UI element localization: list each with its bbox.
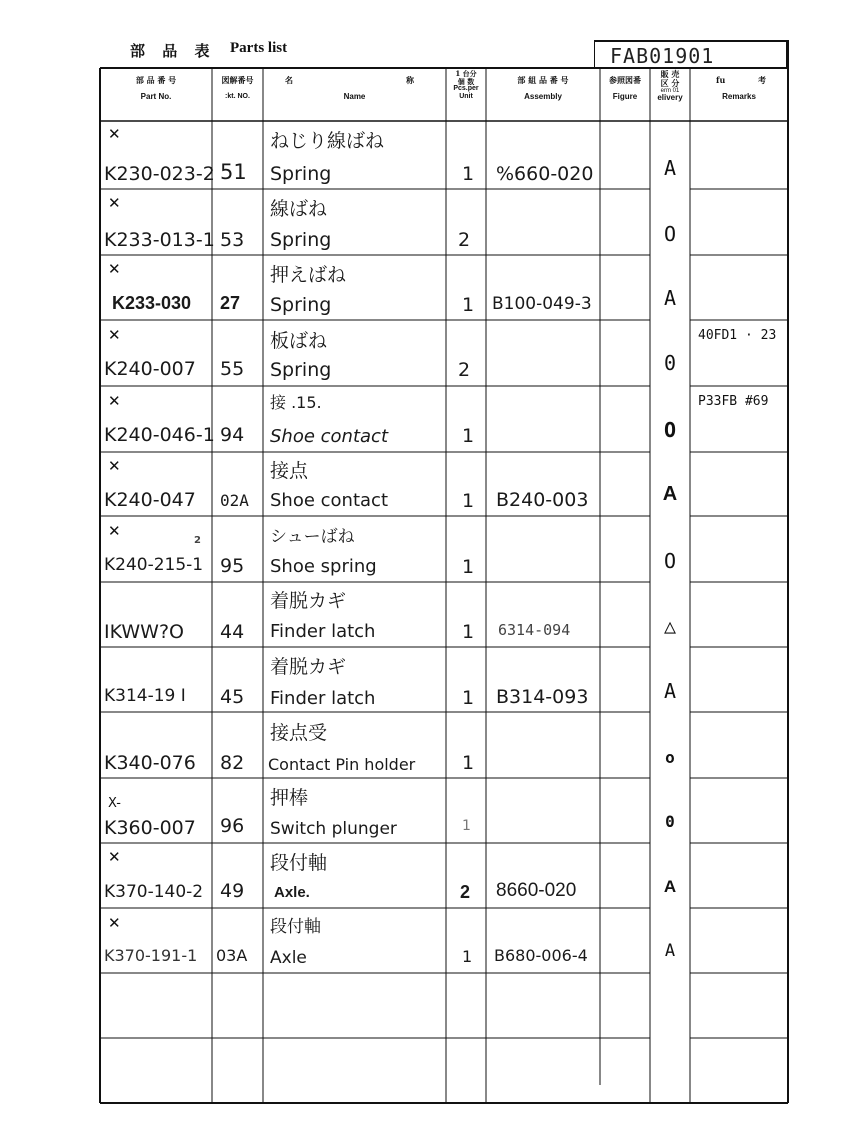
name-jp: 段付軸 — [270, 917, 321, 937]
ill-no: 94 — [220, 424, 245, 446]
status: A — [664, 941, 676, 961]
assembly: %660-020 — [496, 163, 594, 185]
title-en: Parts list — [230, 40, 288, 56]
part-no: K233-013-1 — [104, 229, 215, 251]
status: A — [663, 679, 677, 703]
doc-number: FAB01901 — [610, 44, 715, 68]
row-mark: ✕ — [108, 914, 121, 932]
ill-no: 27 — [220, 293, 241, 313]
remarks: 40FD1 · 23 — [698, 328, 777, 343]
header-figure-jp: 参照図番 — [609, 75, 641, 85]
qty: 1 — [462, 556, 475, 578]
status: A — [662, 483, 678, 505]
name-jp: ねじり線ばね — [270, 130, 385, 152]
part-no: K240-047 — [104, 489, 196, 511]
header-ill-no-en: :kt. NO. — [225, 92, 250, 100]
status: A — [663, 286, 677, 310]
qty: 1 — [462, 752, 475, 774]
row-mark: ✕ — [108, 260, 121, 278]
name-jp: 着脱カギ — [270, 590, 347, 612]
qty: 2 — [458, 229, 471, 251]
status: A — [663, 877, 677, 896]
part-no: K230-023-2 — [104, 163, 215, 185]
name-en: Shoe contact — [270, 426, 389, 447]
header-qty-jp1: 1 台分 — [455, 69, 477, 78]
name-jp: 接点 — [270, 460, 309, 482]
header-ill-no — [212, 76, 263, 100]
name-jp: 接点受 — [270, 722, 328, 744]
status: A — [663, 156, 677, 180]
row-mark: ✕ — [108, 848, 121, 866]
ill-no: 03A — [216, 946, 248, 965]
part-no: K240-046-1 — [104, 424, 215, 446]
part-no: K340-076 — [104, 752, 196, 774]
row-mark: ✕ — [108, 457, 121, 475]
name-jp: 板ばね — [270, 330, 328, 352]
ill-no: 82 — [220, 752, 245, 774]
name-en: Switch plunger — [270, 819, 397, 839]
header-qty-en1: Pcs.per — [453, 85, 479, 93]
remarks: P33FB #69 — [698, 394, 769, 409]
assembly: B314-093 — [496, 686, 589, 708]
title-jp: 部 品 表 — [130, 42, 216, 60]
part-no: K240-215-1 — [104, 555, 204, 575]
name-en: Spring — [270, 229, 332, 251]
stray-mark: 2 — [194, 535, 201, 546]
header-remarks-jp-right: 考 — [758, 75, 766, 85]
assembly: 6314-094 — [498, 621, 571, 639]
row-mark: X- — [108, 796, 121, 811]
name-en: Shoe spring — [270, 556, 377, 577]
name-en: Axle. — [274, 884, 310, 901]
status: O — [663, 549, 677, 573]
ill-no: 55 — [220, 358, 245, 380]
header-sales-en2: elivery — [657, 93, 683, 103]
assembly: B240-003 — [496, 489, 589, 511]
name-en: Spring — [270, 294, 332, 316]
qty: 1 — [462, 425, 475, 447]
assembly: B680-006-4 — [494, 946, 588, 965]
header-figure — [600, 76, 650, 102]
assembly: 8660-020 — [496, 880, 577, 901]
status: △ — [663, 614, 677, 638]
qty: 2 — [458, 359, 471, 381]
qty: 1 — [462, 294, 475, 316]
qty: 2 — [460, 882, 471, 902]
part-no: K370-191-1 — [104, 946, 198, 965]
ill-no: 51 — [220, 160, 247, 184]
part-no: K314-19 I — [104, 686, 186, 706]
header-qty-jp2: 個 数 — [457, 76, 475, 86]
ill-no: 02A — [220, 491, 249, 510]
header-remarks — [690, 76, 788, 102]
name-en: Spring — [270, 359, 332, 381]
part-no: IKWW?O — [104, 621, 184, 643]
header-qty-en2: Unit — [459, 93, 473, 101]
header-name-en: Name — [343, 91, 366, 101]
header-name-jp-left: 名 — [285, 75, 293, 85]
header-sales — [650, 70, 690, 103]
ill-no: 96 — [220, 815, 245, 837]
row-mark: ✕ — [108, 125, 121, 143]
part-no: K370-140-2 — [104, 882, 204, 902]
name-jp: シューばね — [270, 527, 355, 547]
ill-no: 44 — [220, 621, 245, 643]
row-mark: ✕ — [108, 326, 121, 344]
header-assembly-jp: 部 組 品 番 号 — [517, 75, 569, 85]
header-remarks-en: Remarks — [722, 91, 756, 101]
name-en: Finder latch — [270, 621, 376, 642]
ill-no: 45 — [220, 686, 245, 708]
ill-no: 49 — [220, 880, 245, 902]
status: O — [663, 418, 677, 442]
name-en: Axle — [270, 948, 307, 968]
qty: 1 — [462, 621, 475, 643]
header-name-jp-right: 称 — [406, 75, 414, 85]
name-en: Shoe contact — [270, 490, 389, 511]
assembly: B100-049-3 — [492, 294, 592, 314]
header-ill-no-jp: 図解番号 — [221, 75, 254, 85]
qty: 1 — [462, 163, 475, 185]
status: O — [663, 222, 677, 246]
header-sales-jp2: 区 分 — [660, 77, 680, 88]
status: 0 — [665, 812, 675, 831]
ill-no: 53 — [220, 229, 245, 251]
header-sales-jp1: 販 売 — [660, 69, 680, 79]
header-part-no — [100, 76, 212, 102]
row-mark: ✕ — [108, 194, 121, 212]
header-figure-en: Figure — [612, 91, 638, 101]
row-mark: ✕ — [108, 392, 121, 410]
part-no: K360-007 — [104, 817, 196, 839]
qty: 1 — [462, 947, 473, 966]
qty: 1 — [462, 818, 471, 834]
status: 0 — [663, 351, 677, 375]
name-jp: 押棒 — [270, 787, 309, 809]
status: o — [665, 748, 675, 767]
qty: 1 — [462, 687, 475, 709]
part-no: K240-007 — [104, 358, 196, 380]
name-jp: 段付軸 — [270, 852, 328, 874]
name-jp: 線ばね — [270, 198, 328, 220]
name-en: Contact Pin holder — [268, 755, 416, 774]
header-assembly — [486, 76, 600, 102]
qty: 1 — [462, 490, 475, 512]
name-en: Spring — [270, 163, 332, 185]
header-assembly-en: Assembly — [524, 91, 562, 101]
header-part-no-en: Part No. — [140, 91, 172, 101]
row-mark: ✕ — [108, 522, 121, 540]
name-jp: 接 .15. — [270, 393, 322, 412]
name-en: Finder latch — [270, 688, 376, 709]
header-remarks-jp-left: fu — [716, 75, 726, 85]
name-jp: 着脱カギ — [270, 656, 347, 678]
name-jp: 押えばね — [270, 264, 347, 286]
header-sales-en1: erm 01 — [660, 87, 680, 94]
header-qty — [446, 70, 486, 101]
header-part-no-jp: 部 品 番 号 — [135, 75, 177, 85]
ill-no: 95 — [220, 555, 245, 577]
header-name — [263, 76, 446, 102]
part-no: K233-030 — [112, 293, 192, 313]
